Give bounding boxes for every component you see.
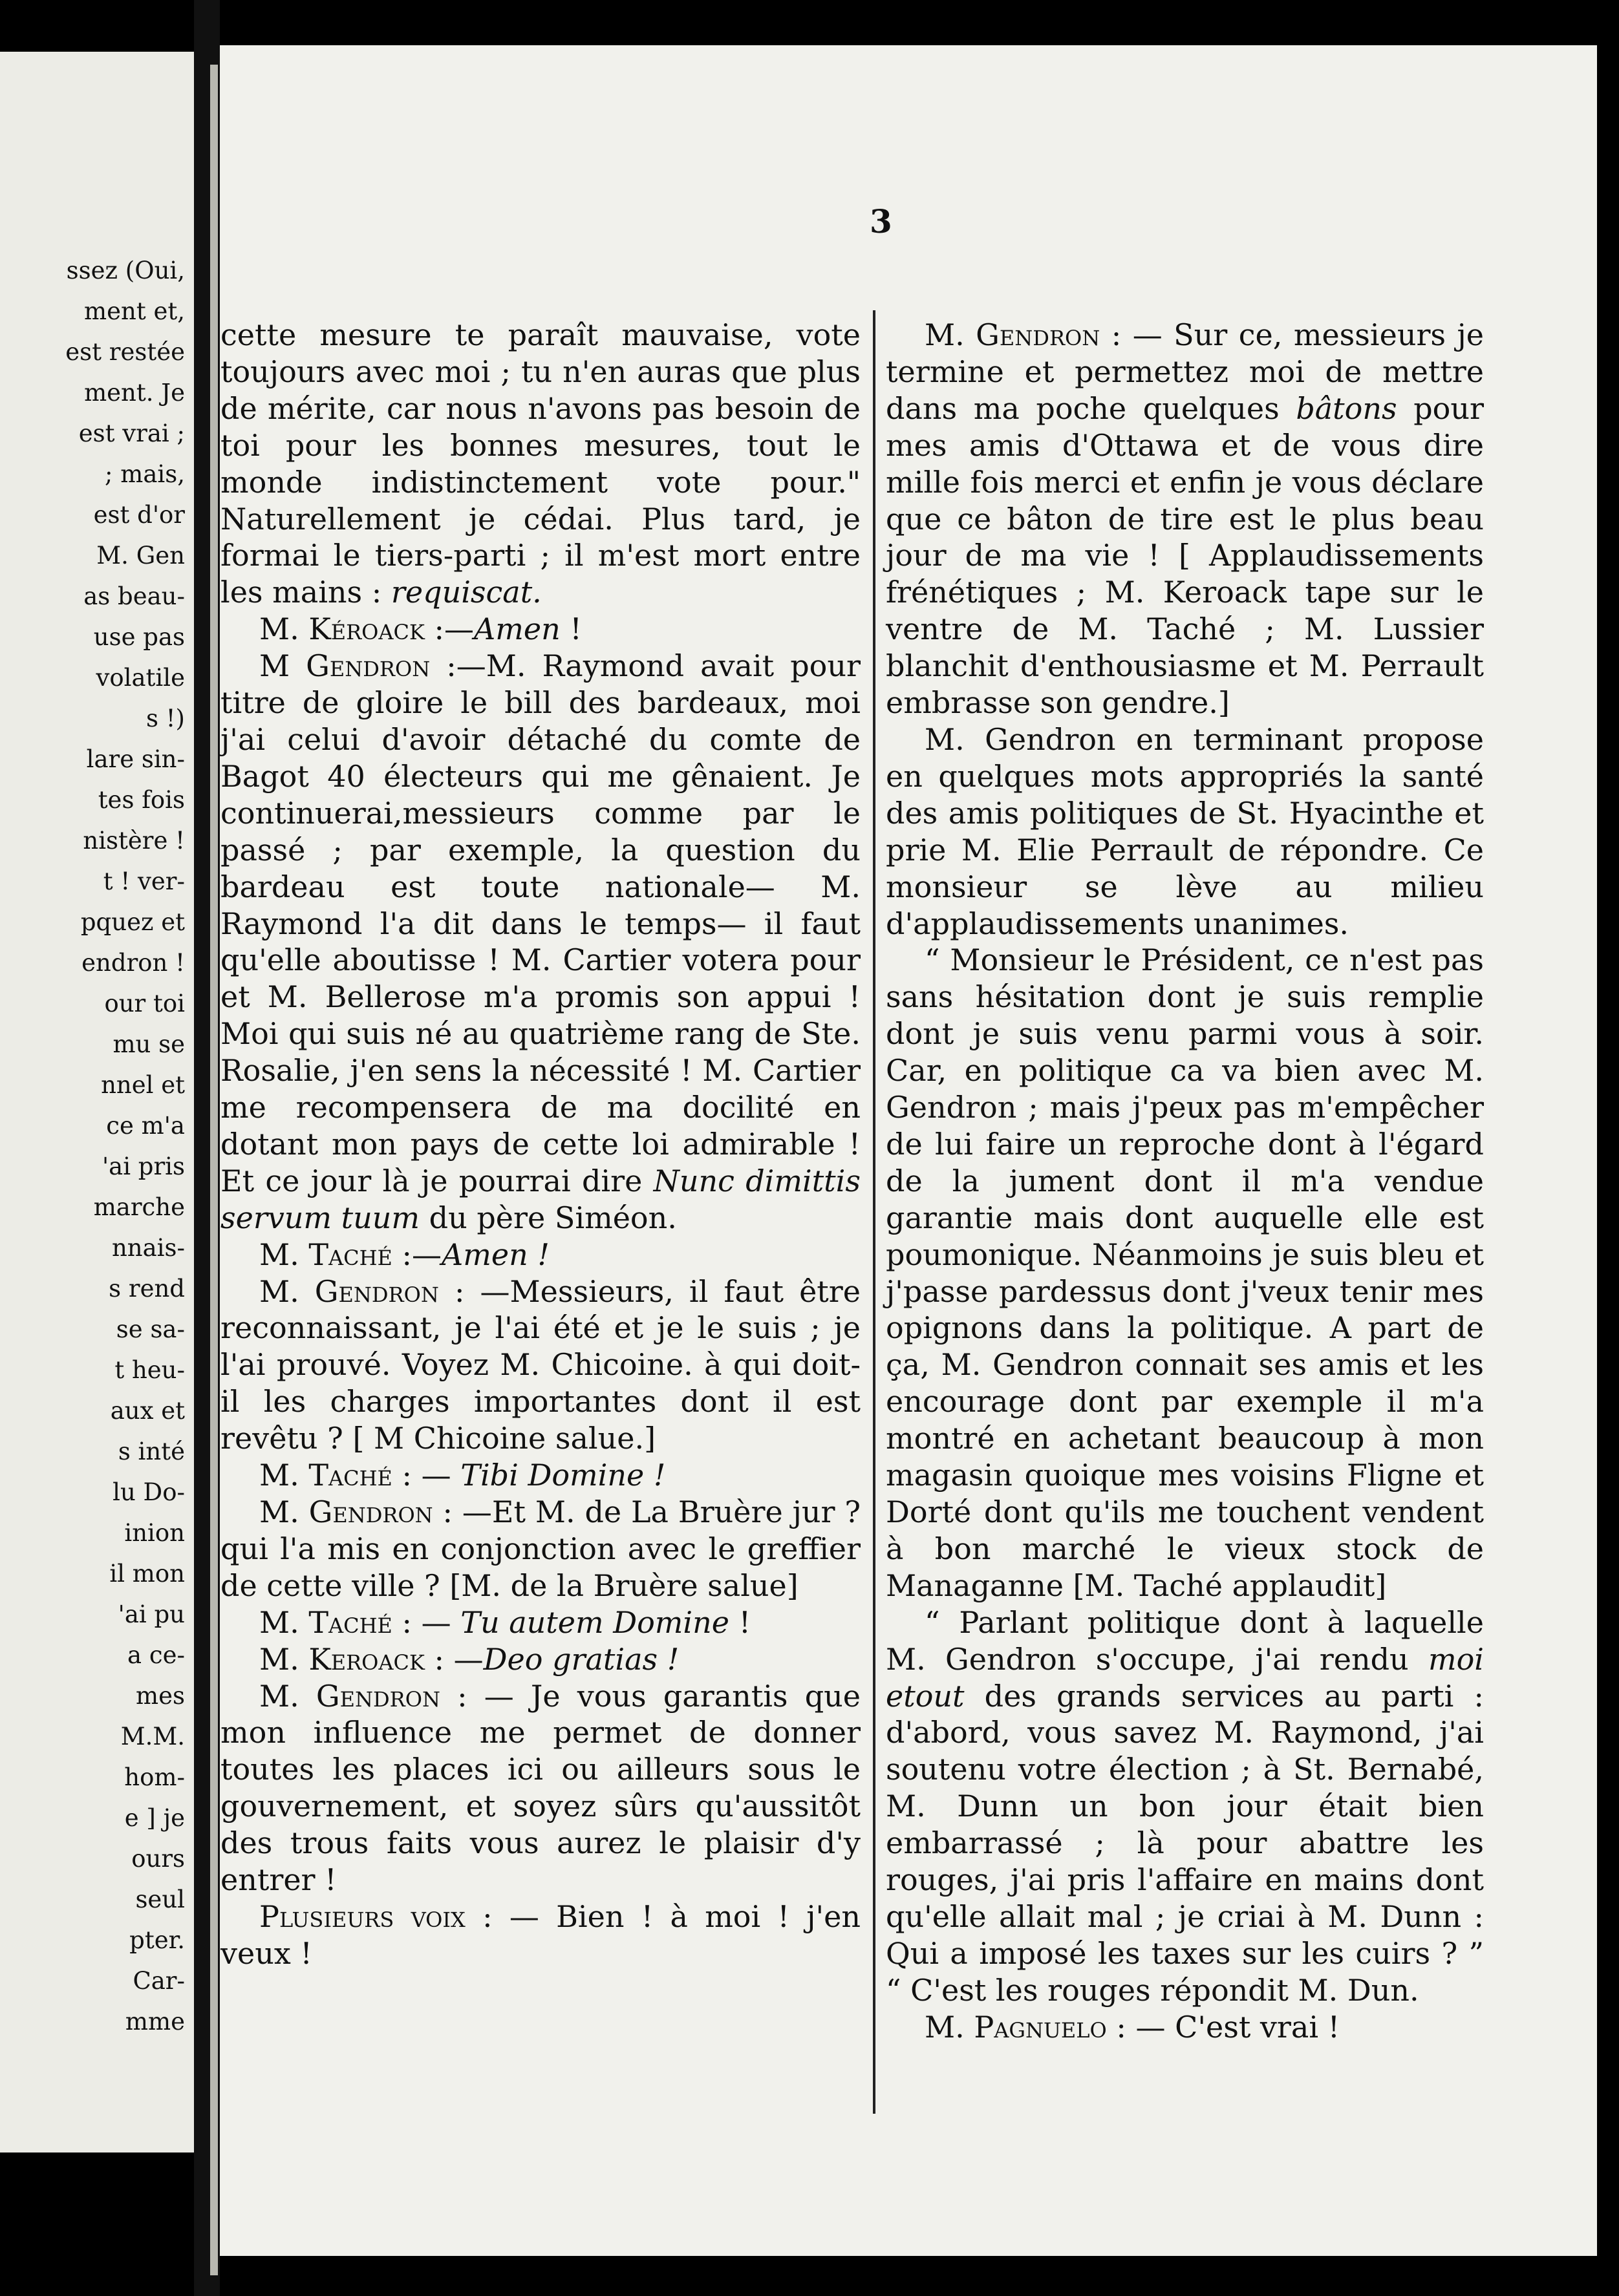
paragraph xyxy=(220,317,861,611)
paragraph-text-tail: ! xyxy=(560,611,582,647)
margin-fragment: 'ai pris xyxy=(102,1153,185,1180)
margin-fragment: ment. Je xyxy=(84,379,185,407)
margin-fragment: volatile xyxy=(96,664,185,692)
paragraph xyxy=(886,317,1484,721)
paragraph xyxy=(886,942,1484,1604)
margin-fragment: a ce- xyxy=(127,1641,185,1669)
margin-fragment: t ! ver- xyxy=(103,867,185,895)
paragraph xyxy=(886,2009,1484,2046)
italic-text: Tibi Domine ! xyxy=(460,1458,666,1493)
italic-text: Nunc dimittis servum tuum xyxy=(220,1163,861,1235)
paragraph-text-tail: des grands services au parti : d'abord, vous savez M. Raymond, j'ai soutenu votre élection ; à St. Bernabé, M. Dunn un bon jour était bien embarrassé ; là pour abattre les rouges, j'ai pris l'affaire en mains dont qu'elle allait mal ; je criai à M. Dunn : Qui a imposé les taxes sur les cuirs ? ” “ C'est les rouges répondit M. Dun. xyxy=(886,1678,1484,2008)
margin-fragment: t heu- xyxy=(114,1356,185,1384)
column-rule xyxy=(873,310,875,2114)
paragraph-text: : — xyxy=(424,1641,484,1677)
margin-fragment: 'ai pu xyxy=(118,1600,185,1628)
margin-fragment: seul xyxy=(135,1886,185,1913)
paragraph xyxy=(220,611,861,648)
margin-fragment: e ] je xyxy=(124,1804,185,1832)
speaker-name: M. Taché xyxy=(259,1458,392,1493)
margin-fragment: hom- xyxy=(124,1763,185,1791)
margin-fragment: inion xyxy=(124,1519,185,1547)
margin-fragment: ce m'a xyxy=(106,1112,185,1140)
paragraph xyxy=(220,1494,861,1604)
margin-fragment: Car- xyxy=(133,1967,185,1995)
margin-fragment: nnais- xyxy=(111,1234,185,1262)
margin-fragment: s rend xyxy=(109,1275,185,1302)
paragraph xyxy=(220,1273,861,1458)
margin-fragment: marche xyxy=(93,1193,185,1221)
margin-fragment: pter. xyxy=(129,1926,185,1954)
margin-fragment: est restée xyxy=(65,338,185,366)
margin-fragment: M. Gen xyxy=(96,542,185,569)
paragraph-text: : — Bien ! à moi ! j'en veux ! xyxy=(220,1898,861,1971)
speaker-name: M. Taché xyxy=(259,1237,392,1272)
paragraph xyxy=(220,648,861,1237)
previous-page-margin xyxy=(0,52,194,2152)
speaker-name: M. Gendron xyxy=(259,1273,439,1309)
paragraph-text: :— xyxy=(392,1237,442,1272)
speaker-name: M. Pagnuelo xyxy=(925,2009,1107,2045)
italic-text: requiscat. xyxy=(391,575,542,610)
paragraph-text: “ Parlant politique dont à laquelle M. Gendron s'occupe, j'ai rendu xyxy=(886,1604,1484,1677)
paragraph-text-tail: du père Siméon. xyxy=(420,1200,677,1235)
paragraph-text: : —Messieurs, il faut être reconnaissant, je l'ai été et je le suis ; je l'ai prouvé. Voyez M. Chicoine. à qui doit-il les charges importantes dont il est revêtu ? [ M Chicoine salue.] xyxy=(220,1273,861,1456)
paragraph-text: :—M. Raymond avait pour titre de gloire le bill des bardeaux, moi j'ai celui d'avoir détaché du comte de Bagot 40 électeurs qui me gênaient. Je continuerai,messieurs comme par le passé ; par exemple, la question du bardeau est toute nationale— M. Raymond l'a dit dans le temps— il faut qu'elle aboutisse ! M. Cartier votera pour et M. Bellerose m'a promis son appui ! Moi qui suis né au quatrième rang de Ste. Rosalie, j'en sens la nécessité ! M. Cartier me recompensera de ma docilité en dotant mon pays de cette loi admirable ! Et ce jour là je pourrai dire xyxy=(220,648,861,1198)
margin-fragment: pquez et xyxy=(80,908,185,936)
speaker-name: M. Taché xyxy=(259,1604,392,1640)
paragraph-text: M. Gendron en terminant propose en quelques mots appropriés la santé des amis politiques de St. Hyacinthe et prie M. Elie Perrault de répondre. Ce monsieur se lève au milieu d'applaudissements unanimes. xyxy=(886,721,1484,941)
paragraph xyxy=(220,1237,861,1273)
page-number: 3 xyxy=(870,202,892,240)
paragraph-text-tail: pour mes amis d'Ottawa et de vous dire mille fois merci et enfin je vous déclare que ce bâton de tire est le plus beau jour de ma vie ! [ Applaudissements frénétiques ; M. Keroack tape sur le ventre de M. Taché ; M. Lussier blanchit d'enthousiasme et M. Perrault embrasse son gendre.] xyxy=(886,390,1484,721)
italic-text: bâtons xyxy=(1296,390,1397,426)
speaker-name: M. Gendron xyxy=(925,317,1100,352)
paragraph-text-tail: ! xyxy=(729,1604,751,1640)
paragraph-text: :— xyxy=(424,611,475,647)
margin-fragment: endron ! xyxy=(81,949,185,977)
italic-text: Amen xyxy=(474,611,561,647)
paragraph xyxy=(886,1604,1484,2009)
margin-fragment: il mon xyxy=(109,1560,185,1588)
margin-fragment: mme xyxy=(125,2008,185,2036)
margin-fragment: use pas xyxy=(93,623,185,651)
paragraph xyxy=(220,1641,861,1678)
paragraph-text: : — xyxy=(392,1604,461,1640)
speaker-name: Plusieurs voix xyxy=(259,1898,466,1934)
speaker-name: M Gendron xyxy=(259,648,431,684)
margin-fragment: as beau- xyxy=(83,582,185,610)
margin-fragment: our toi xyxy=(104,990,185,1017)
paragraph-text: : — xyxy=(392,1458,461,1493)
italic-text: Tu autem Domine xyxy=(460,1604,729,1640)
left-column xyxy=(220,317,861,1972)
margin-fragment: s inté xyxy=(118,1438,185,1465)
margin-fragment: ssez (Oui, xyxy=(66,257,185,284)
margin-fragment: ours xyxy=(131,1845,185,1873)
speaker-name: M. Kéroack xyxy=(259,611,425,647)
right-column xyxy=(886,317,1484,2046)
margin-fragment: lare sin- xyxy=(86,745,185,773)
italic-text: Amen ! xyxy=(442,1237,550,1272)
margin-fragment: mes xyxy=(136,1682,185,1710)
speaker-name: M. Gendron xyxy=(259,1678,440,1714)
margin-fragment: M.M. xyxy=(120,1723,185,1750)
page-fold-shadow xyxy=(210,65,218,2275)
margin-fragment: lu Do- xyxy=(113,1478,185,1506)
margin-fragment: nnel et xyxy=(101,1071,185,1099)
paragraph xyxy=(220,1457,861,1494)
margin-fragment: mu se xyxy=(113,1030,185,1058)
paragraph xyxy=(220,1898,861,1972)
paragraph-text: : — Sur ce, messieurs je termine et permettez moi de mettre dans ma poche quelques xyxy=(886,317,1484,426)
paragraph-text: : —Et M. de La Bruère jur ? qui l'a mis en conjonction avec le greffier de cette ville ? [M. de la Bruère salue] xyxy=(220,1494,861,1603)
margin-fragment: tes fois xyxy=(98,786,185,814)
margin-fragment: aux et xyxy=(110,1397,185,1425)
paragraph-text: : — Je vous garantis que mon influence me permet de donner toutes les places ici ou ailleurs sous le gouvernement, et soyez sûrs qu'aussitôt des trous faits vous aurez le plaisir d'y entrer ! xyxy=(220,1678,861,1898)
paragraph-text: : — C'est vrai ! xyxy=(1106,2009,1340,2045)
paragraph xyxy=(220,1604,861,1641)
margin-fragment: s !) xyxy=(145,705,185,732)
margin-fragment: nistère ! xyxy=(83,827,185,855)
margin-fragment: est d'or xyxy=(93,501,185,529)
margin-fragment: se sa- xyxy=(116,1315,185,1343)
italic-text: moi etout xyxy=(886,1641,1484,1714)
paragraph xyxy=(886,721,1484,942)
italic-text: Deo gratias ! xyxy=(483,1641,680,1677)
page xyxy=(220,45,1597,2256)
margin-fragment: ment et, xyxy=(84,297,185,325)
speaker-name: M. Gendron xyxy=(259,1494,433,1529)
paragraph-text: “ Monsieur le Président, ce n'est pas sans hésitation dont je suis remplie dont je suis venu parmi vous à soir. Car, en politique ca va bien avec M. Gendron ; mais j'peux pas m'empêcher de lui faire un reproche dont à l'égard de la jument dont il m'a vendue garantie mais dont auquelle elle est poumonique. Néanmoins je suis bleu et j'passe pardessus dont j'veux tenir mes opignons dans la politique. A part de ça, M. Gendron connait ses amis et les encourage dont par exemple il m'a montré en achetant beaucoup à mon magasin quoique mes voisins Fligne et Dorté dont qu'ils me touchent vendent à bon marché le vieux stock de Managanne [M. Taché applaudit] xyxy=(886,942,1484,1603)
paragraph-text: cette mesure te paraît mauvaise, vote toujours avec moi ; tu n'en auras que plus de mérite, car nous n'avons pas besoin de toi pour les bonnes mesures, tout le monde indistinctement vote pour." Naturellement je cédai. Plus tard, je formai le tiers-parti ; il m'est mort entre les mains : xyxy=(220,317,861,610)
margin-fragment: est vrai ; xyxy=(78,420,185,447)
margin-fragment: ; mais, xyxy=(105,460,185,488)
paragraph xyxy=(220,1678,861,1898)
speaker-name: M. Keroack xyxy=(259,1641,425,1677)
